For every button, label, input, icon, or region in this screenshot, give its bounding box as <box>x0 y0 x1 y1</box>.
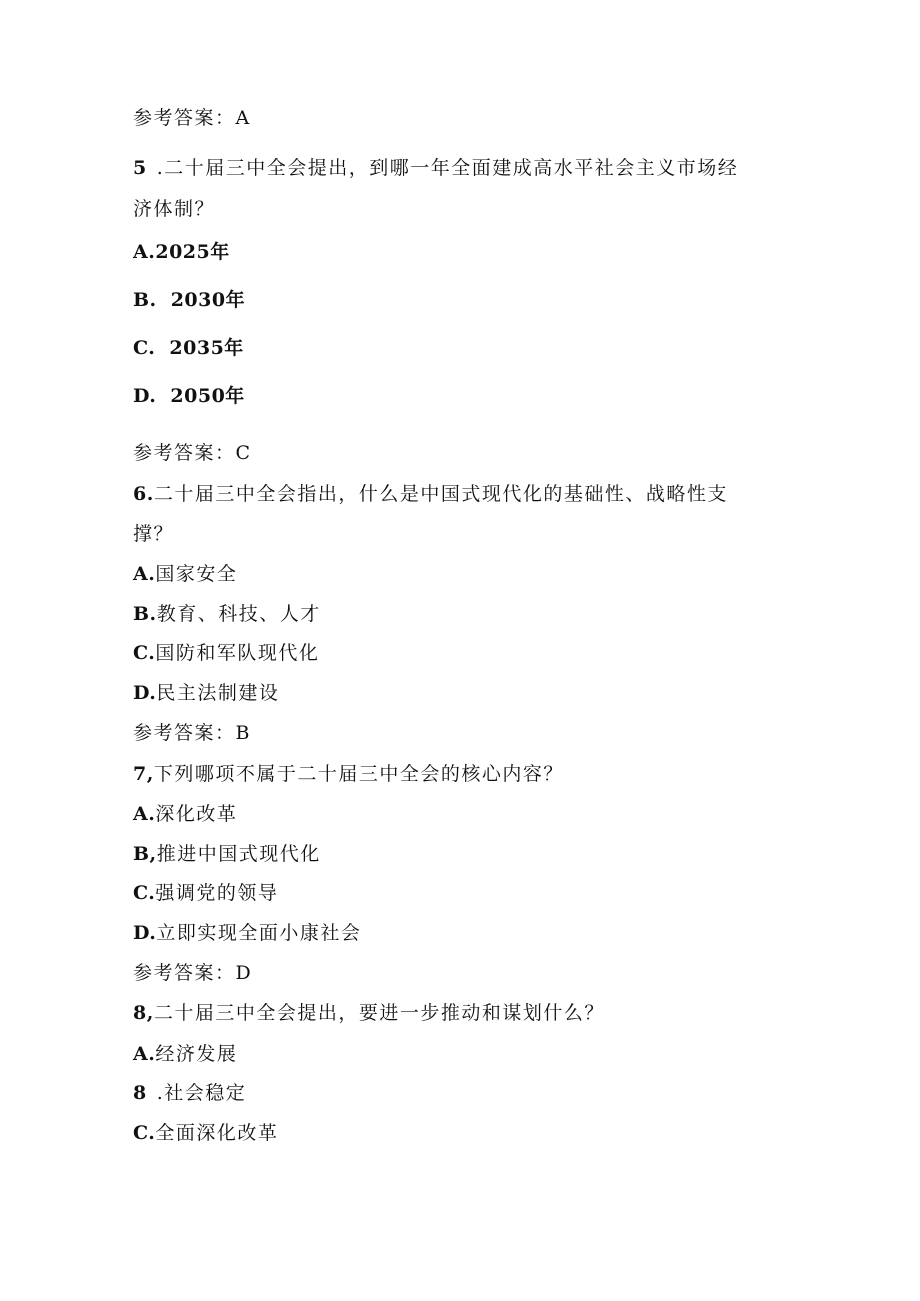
option-key: A. <box>133 563 156 585</box>
option-d <box>133 384 245 408</box>
option-key: B. <box>133 603 157 625</box>
option-c <box>133 881 278 905</box>
option-text: 民主法制建设 <box>156 682 280 704</box>
option-text: 国防和军队现代化 <box>155 642 320 664</box>
option-text: 推进中国式现代化 <box>156 843 321 865</box>
question-text: 下列哪项不属于二十届三中全会的核心内容？ <box>153 763 564 785</box>
question-8 <box>133 1001 605 1025</box>
option-text: 2035年 <box>169 337 244 359</box>
option-key: D. <box>133 682 157 704</box>
question-number: 8, <box>133 1002 154 1024</box>
option-b <box>133 288 245 312</box>
option-text: .社会稳定 <box>156 1082 247 1104</box>
option-text: 教育、科技、人才 <box>156 603 321 625</box>
option-key: B, <box>133 843 157 865</box>
option-key: B. <box>133 289 157 311</box>
question-5 <box>133 156 738 180</box>
option-key: C. <box>133 1122 156 1144</box>
question-text: 撑？ <box>133 523 175 545</box>
option-key: 8 <box>133 1082 147 1104</box>
option-c <box>133 641 319 665</box>
question-text: 二十届三中全会提出，要进一步推动和谋划什么？ <box>153 1002 605 1024</box>
question-text: .二十届三中全会提出，到哪一年全面建成高水平社会主义市场经 <box>156 157 739 179</box>
option-key: D. <box>133 385 157 407</box>
option-c <box>133 336 244 360</box>
option-text: 2030年 <box>170 289 246 311</box>
option-text: 深化改革 <box>155 803 238 825</box>
option-text: 2050年 <box>170 385 245 407</box>
option-key: C. <box>133 642 156 664</box>
option-text: 国家安全 <box>155 563 238 585</box>
option-text: 经济发展 <box>155 1043 238 1065</box>
option-a <box>133 562 237 586</box>
option-key: C. <box>133 882 156 904</box>
answer-text: 参考答案：A <box>133 107 251 129</box>
option-text: A.2025年 <box>133 241 230 263</box>
option-key: A. <box>133 803 156 825</box>
question-7 <box>133 762 564 786</box>
option-d <box>133 681 279 705</box>
answer-line <box>133 721 251 745</box>
option-key: D. <box>133 922 157 944</box>
option-d <box>133 921 361 945</box>
answer-text: 参考答案：B <box>133 722 251 744</box>
question-number: 6. <box>133 483 154 505</box>
option-b <box>133 602 321 626</box>
answer-line <box>133 961 252 985</box>
option-a <box>133 240 230 264</box>
option-text: 立即实现全面小康社会 <box>156 922 362 944</box>
question-6 <box>133 482 728 506</box>
option-key: A. <box>133 1043 156 1065</box>
question-5-cont <box>133 197 215 221</box>
answer-text: 参考答案：D <box>133 962 253 984</box>
option-c <box>133 1121 278 1145</box>
question-text: 济体制？ <box>133 198 216 220</box>
answer-line <box>133 106 251 130</box>
option-text: 强调党的领导 <box>155 882 279 904</box>
question-text: 二十届三中全会指出，什么是中国式现代化的基础性、战略性支 <box>153 483 728 505</box>
option-key: C. <box>133 337 156 359</box>
answer-line <box>133 441 252 465</box>
option-a <box>133 802 237 826</box>
answer-text: 参考答案：C <box>133 442 252 464</box>
option-b <box>133 1081 246 1105</box>
question-number: 5 <box>133 157 147 179</box>
question-6-cont <box>133 522 174 546</box>
option-text: 全面深化改革 <box>155 1122 279 1144</box>
question-number: 7, <box>133 763 154 785</box>
option-a <box>133 1042 237 1066</box>
option-b <box>133 842 321 866</box>
